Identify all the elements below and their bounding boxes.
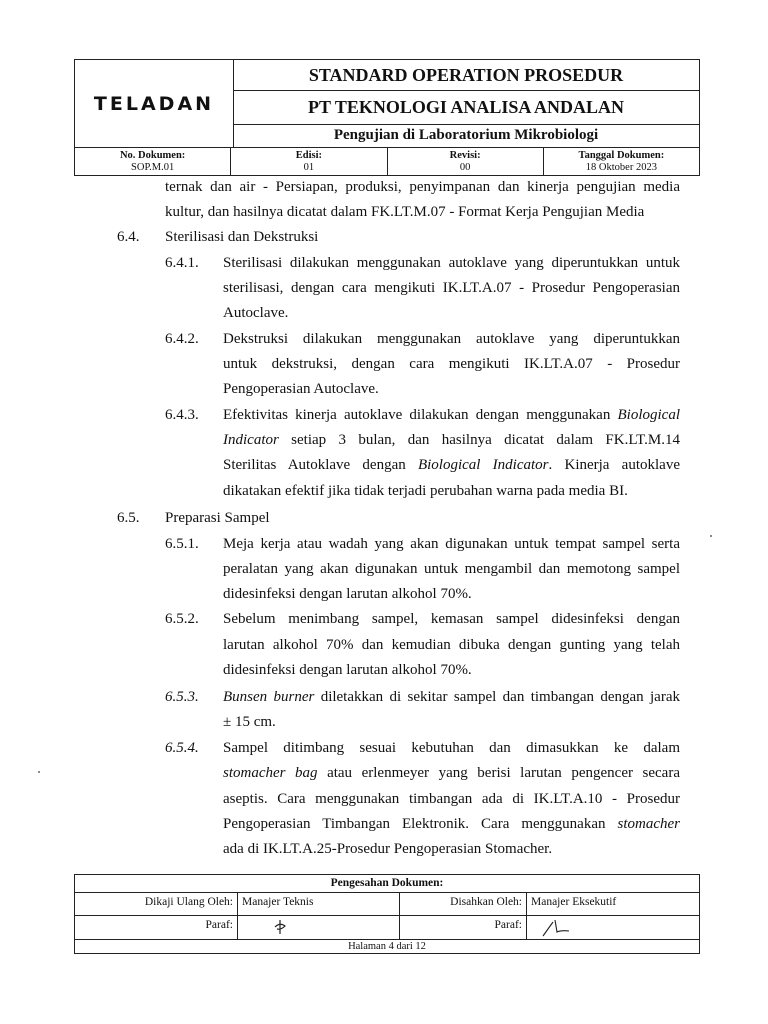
section-title: Preparasi Sampel (165, 510, 270, 526)
scan-speck (38, 771, 40, 773)
item-text: untuk dekstruksi, dengan cara mengikuti IK.LT.A.07 - Prosedur (223, 356, 680, 372)
meta-date: Tanggal Dokumen: 18 Oktober 2023 (578, 150, 665, 173)
item-text: Efektivitas kinerja autoklave dilakukan dengan menggunakan Biological (223, 407, 680, 423)
item-number: 6.4.3. (165, 407, 199, 423)
reviewed-by-value: Manajer Teknis (238, 892, 400, 915)
approved-by-label: Disahkan Oleh: (400, 892, 527, 915)
approved-by-value: Manajer Eksekutif (531, 896, 617, 908)
approval-row-signatures (75, 915, 699, 940)
item-number: 6.5.2. (165, 611, 199, 627)
section-number: 6.5. (117, 510, 140, 526)
reviewed-by-label: Dikaji Ulang Oleh: (75, 892, 238, 915)
item-text: ± 15 cm. (223, 714, 276, 730)
item-text: didesinfeksi dengan larutan alkohol 70%. (223, 586, 472, 602)
item-number: 6.4.1. (165, 255, 199, 271)
item-text: Autoclave. (223, 305, 289, 321)
item-text: Sterilisasi dilakukan menggunakan autoklave yang diperuntukkan untuk (223, 255, 680, 271)
item-text: Meja kerja atau wadah yang akan digunakan untuk tempat sampel serta (223, 536, 680, 552)
item-text: sterilisasi, dengan cara mengikuti IK.LT.A.07 - Prosedur Pengoperasian (223, 280, 680, 296)
item-text: Sampel ditimbang sesuai kebutuhan dan dimasukkan ke dalam (223, 740, 680, 756)
item-number: 6.4.2. (165, 331, 199, 347)
paraf-label: Paraf: (75, 915, 238, 939)
document-subject: Pengujian di Laboratorium Mikrobiologi (333, 127, 599, 143)
company-logo: TELADAN (93, 92, 215, 115)
item-text: stomacher bag atau erlenmeyer yang berisi larutan pengencer secara (223, 765, 680, 781)
item-text: Sterilitas Autoklave dengan Biological Indicator. Kinerja autoklave (223, 457, 680, 473)
approval-row-names (75, 892, 699, 916)
meta-doc-number: No. Dokumen: SOP.M.01 (75, 148, 231, 176)
item-text: larutan alkohol 70% dan kemudian dibuka dengan gunting yang telah (223, 637, 680, 653)
scan-speck (710, 535, 712, 537)
item-text: Bunsen burner diletakkan di sekitar sampel dan timbangan dengan jarak (223, 689, 680, 705)
signature-approver (527, 915, 699, 939)
paraf-label: Paraf: (400, 915, 527, 939)
company-name: PT TEKNOLOGI ANALISA ANDALAN (233, 90, 699, 125)
document-meta-row (75, 147, 699, 176)
logo-cell (75, 60, 234, 147)
item-text: Indicator setiap 3 bulan, dan hasilnya dicatat dalam FK.LT.M.14 (223, 432, 680, 448)
item-number: 6.5.1. (165, 536, 199, 552)
item-text: ada di IK.LT.A.25-Prosedur Pengoperasian Stomacher. (223, 841, 553, 857)
item-text: dikatakan efektif jika tidak terjadi perubahan warna pada media BI. (223, 483, 628, 499)
item-text: Pengoperasian Autoclave. (223, 381, 379, 397)
continued-text-line: kultur, dan hasilnya dicatat dalam FK.LT.M.07 - Format Kerja Pengujian Media (165, 204, 645, 220)
continued-text-line: ternak dan air - Persiapan, produksi, penyimpanan dan kinerja pengujian media (165, 179, 680, 195)
item-text: peralatan yang akan digunakan untuk mengambil dan memotong sampel (223, 561, 680, 577)
signature-mark (539, 916, 589, 938)
document-header (74, 59, 700, 176)
approval-table (74, 874, 700, 954)
page-number: Halaman 4 dari 12 (348, 941, 426, 952)
item-text: Sebelum menimbang sampel, kemasan sampel didesinfeksi dengan (223, 611, 680, 627)
meta-revision: Revisi: 00 (388, 148, 544, 176)
item-number: 6.5.3. (165, 689, 199, 705)
section-title: Sterilisasi dan Dekstruksi (165, 229, 319, 245)
item-text: aseptis. Cara menggunakan timbangan ada di IK.LT.A.10 - Prosedur (223, 791, 680, 807)
item-number: 6.5.4. (165, 740, 199, 756)
meta-edition: Edisi: 01 (231, 148, 387, 176)
signature-mark (268, 916, 308, 938)
item-text: didesinfeksi dengan larutan alkohol 70%. (223, 662, 472, 678)
item-text: Dekstruksi dilakukan menggunakan autoklave yang diperuntukkan (223, 331, 680, 347)
document-type-title: STANDARD OPERATION PROSEDUR (233, 60, 699, 91)
item-text: Pengoperasian Timbangan Elektronik. Cara menggunakan stomacher (223, 816, 680, 832)
section-number: 6.4. (117, 229, 140, 245)
signature-reviewer (238, 915, 400, 939)
approval-title: Pengesahan Dokumen: (75, 875, 699, 893)
